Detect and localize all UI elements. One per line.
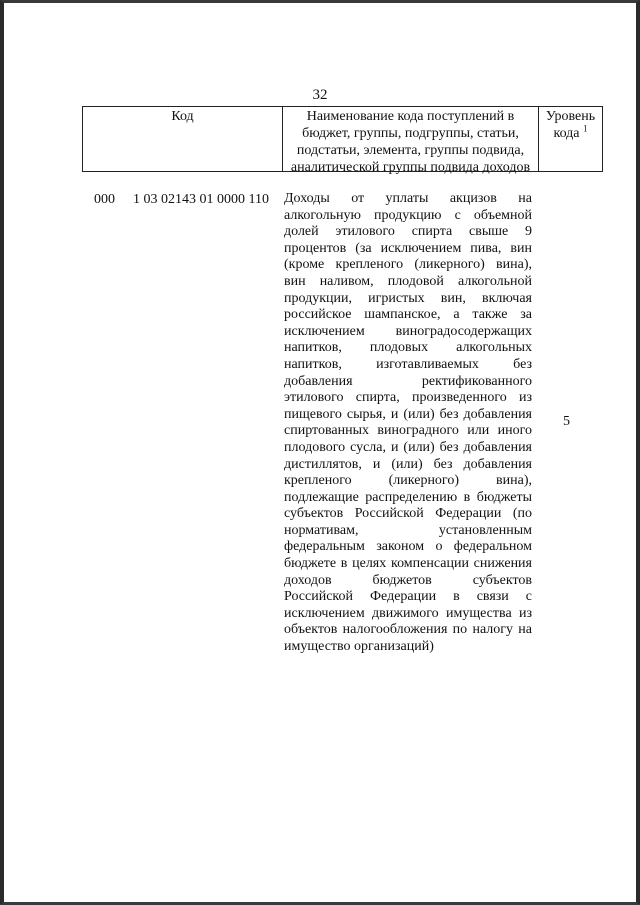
description-line: (кроме крепленого (ликерного) вина), <box>284 257 532 273</box>
description-line: спиртованных виноградного или иного <box>284 423 532 439</box>
description-line: исключением виноградосодержащих <box>284 323 532 339</box>
description-line: бюджете в целях компенсации снижения <box>284 556 532 572</box>
description-line: Российской Федерации в связи с <box>284 589 532 605</box>
header-name-line: аналитической группы подвида доходов <box>290 160 531 175</box>
header-name-line: Наименование кода поступлений в <box>306 109 515 124</box>
description-line: добавления ректификованного <box>284 373 532 389</box>
header-name-line: подстатьи, элемента, группы подвида, <box>296 143 525 158</box>
header-level-label: кода <box>553 126 580 141</box>
description-line: крепленого (ликерного) вина), <box>284 473 532 489</box>
description-line: исключением движимого имущества из <box>284 605 532 621</box>
description-line: доходов бюджетов субъектов <box>284 572 532 588</box>
table-header <box>82 106 603 175</box>
header-code: Код <box>83 107 283 171</box>
header-level-line2 <box>539 125 602 142</box>
description-line: пищевого сырья, и (или) без добавления <box>284 406 532 422</box>
description-line: вин наливом, плодовой алкогольной <box>284 273 532 289</box>
description-line: объектов налогообложения по налогу на <box>284 622 532 638</box>
admin-code: 000 <box>94 192 115 207</box>
header-level <box>539 107 602 171</box>
income-description <box>284 191 532 656</box>
page-number: 32 <box>312 87 328 103</box>
description-line: напитков, плодовых алкогольных <box>284 340 532 356</box>
description-line: федеральным законом о федеральном <box>284 539 532 555</box>
description-line: продукции, игристых вин, включая <box>284 290 532 306</box>
description-line: имущество организаций) <box>284 639 434 655</box>
description-line: субъектов Российской Федерации (по <box>284 506 532 522</box>
description-line: напитков, изготавливаемых без <box>284 356 532 372</box>
income-level: 5 <box>563 414 570 429</box>
header-level-line1: Уровень <box>545 109 596 124</box>
description-line: долей этилового спирта свыше 9 <box>284 224 532 240</box>
description-line: подлежащие распределению в бюджеты <box>284 489 532 505</box>
income-code: 1 03 02143 01 0000 110 <box>133 192 269 207</box>
header-name-line: бюджет, группы, подгруппы, статьи, <box>302 126 519 141</box>
description-line: российское шампанское, а также за <box>284 307 532 323</box>
header-name <box>283 107 539 175</box>
description-line: этилового спирта, произведенного из <box>284 390 532 406</box>
description-line: плодового сусла, и (или) без добавления <box>284 439 532 455</box>
footnote-marker: 1 <box>583 123 588 134</box>
description-line: алкогольную продукцию с объемной <box>284 207 532 223</box>
description-line: нормативам, установленным <box>284 522 532 538</box>
description-line: Доходы от уплаты акцизов на <box>284 191 532 206</box>
description-line: дистиллятов, и (или) без добавления <box>284 456 532 472</box>
description-line: процентов (за исключением пива, вин <box>284 240 532 256</box>
